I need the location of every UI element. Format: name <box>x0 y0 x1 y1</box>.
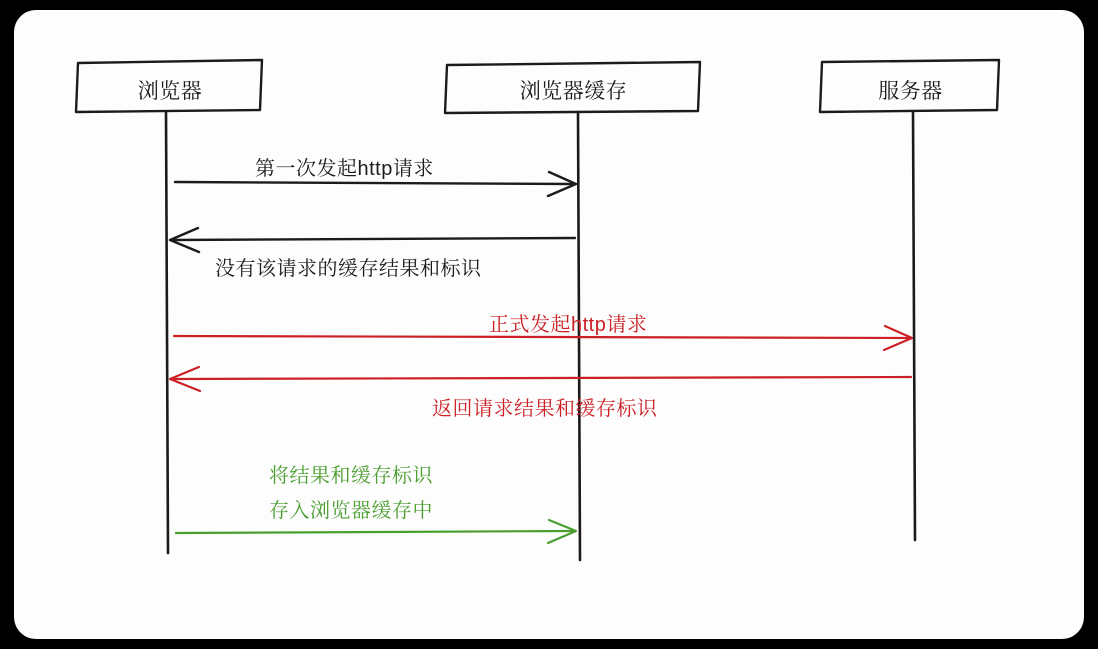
message-label-1: 第一次发起http请求 <box>255 158 434 180</box>
actor-label-browser: 浏览器 <box>137 80 203 103</box>
message-arrow-2 <box>170 228 575 252</box>
message-arrow-5 <box>176 520 576 543</box>
message-label-5-line1: 将结果和缓存标识 <box>269 465 433 487</box>
lifeline-browser <box>166 112 168 553</box>
message-label-4: 返回请求结果和缓存标识 <box>432 398 658 420</box>
lifeline-server <box>913 112 915 540</box>
message-label-3: 正式发起http请求 <box>489 314 648 336</box>
message-label-2: 没有该请求的缓存结果和标识 <box>215 258 482 280</box>
actor-label-server: 服务器 <box>878 80 943 103</box>
message-label-5-line2: 存入浏览器缓存中 <box>269 500 433 522</box>
actor-label-browser-cache: 浏览器缓存 <box>519 80 628 103</box>
message-arrow-4 <box>170 367 911 391</box>
